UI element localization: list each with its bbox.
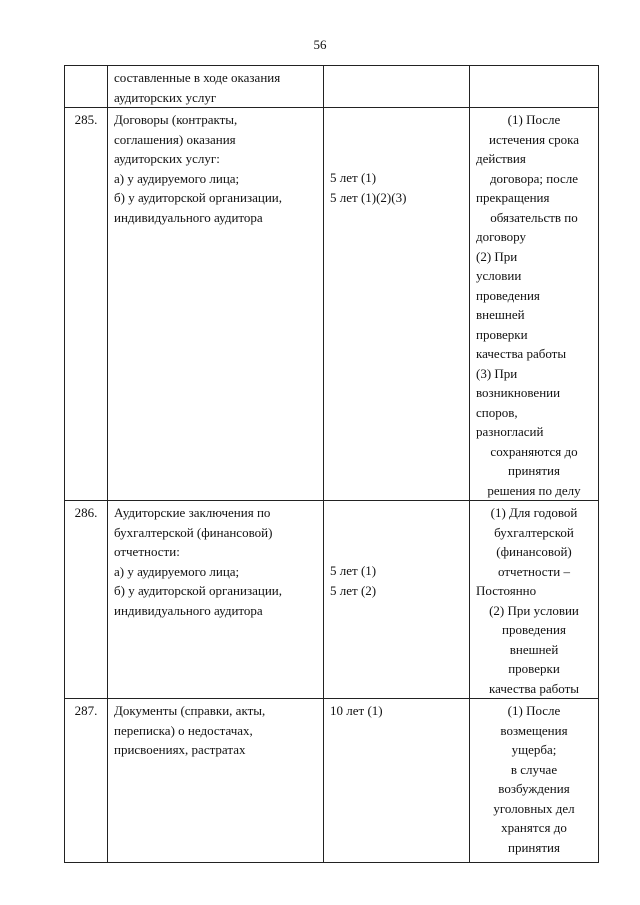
note-line: истечения срока: [489, 131, 579, 147]
notes-cell: [470, 108, 599, 501]
term-line: 5 лет (2): [330, 582, 377, 598]
note-line: (финансовой): [496, 544, 572, 559]
table-row-continuation: [65, 66, 599, 108]
note-line: отчетности –: [498, 563, 570, 579]
note-line: проверки: [476, 326, 528, 342]
note-line: действия: [476, 151, 526, 166]
title-line: индивидуального аудитора: [114, 209, 263, 225]
document-title-cell: [108, 66, 324, 108]
title-line: соглашения) оказания: [114, 131, 236, 147]
note-line: (2) При: [476, 248, 518, 264]
note-line: в случае: [510, 761, 558, 777]
title-line: присвоениях, растратах: [114, 742, 246, 757]
notes-cell: [470, 66, 599, 108]
table-row-286: [65, 501, 599, 699]
note-line: принятия: [508, 463, 560, 478]
note-line: споров,: [476, 404, 518, 420]
note-line: внешней: [476, 307, 525, 322]
note-line: Постоянно: [476, 583, 537, 598]
row-number-cell: 286.: [65, 501, 108, 699]
title-line: индивидуального аудитора: [114, 602, 263, 618]
retention-term-cell: [324, 699, 470, 863]
note-line: разногласий: [476, 424, 544, 439]
note-line: прекращения: [476, 190, 550, 205]
note-line: проведения: [476, 287, 540, 303]
title-line: Документы (справки, акты,: [114, 703, 266, 718]
title-line: Аудиторские заключения по: [114, 505, 271, 520]
title-line: а) у аудируемого лица;: [114, 170, 240, 186]
page-number: 56: [313, 37, 327, 52]
title-line: б) у аудиторской организации,: [114, 190, 282, 205]
retention-term-cell: [324, 66, 470, 108]
note-line: решения по делу: [487, 482, 581, 498]
notes-cell: [470, 501, 599, 699]
title-line: аудиторских услуг:: [114, 151, 220, 166]
note-line: возникновении: [476, 385, 561, 400]
note-line: (2) При условии: [489, 602, 579, 618]
document-title-cell: [108, 108, 324, 501]
note-line: (1) После: [507, 112, 561, 127]
title-line: составленные в ходе оказания: [114, 70, 281, 85]
term-line: 5 лет (1)(2)(3): [330, 189, 407, 205]
row-number-cell: [65, 66, 108, 108]
term-line: 5 лет (1): [330, 563, 377, 578]
note-line: проверки: [508, 661, 560, 676]
note-line: (1) После: [507, 703, 561, 718]
table-row-285: [65, 108, 599, 501]
row-number-cell: 287.: [65, 699, 108, 863]
title-line: переписка) о недостачах,: [114, 722, 253, 738]
note-line: ущерба;: [511, 742, 557, 757]
note-line: уголовных дел: [493, 800, 575, 816]
note-line: (3) При: [476, 365, 518, 381]
note-line: возбуждения: [498, 781, 570, 796]
note-line: обязательств по: [490, 209, 578, 225]
title-line: а) у аудируемого лица;: [114, 563, 240, 579]
title-line: аудиторских услуг: [114, 89, 217, 105]
retention-term-cell: [324, 501, 470, 699]
document-table: [64, 65, 599, 863]
term-line: 10 лет (1): [330, 703, 383, 718]
document-title-cell: [108, 501, 324, 699]
title-line: бухгалтерской (финансовой): [114, 524, 273, 540]
title-line: отчетности:: [114, 544, 180, 559]
row-number-cell: 285.: [65, 108, 108, 501]
note-line: принятия: [508, 839, 560, 855]
note-line: внешней: [509, 641, 559, 657]
note-line: бухгалтерской: [494, 524, 574, 540]
note-line: договора; после: [489, 170, 579, 186]
note-line: условии: [476, 268, 522, 283]
title-line: Договоры (контракты,: [114, 112, 238, 127]
note-line: сохраняются до: [490, 443, 578, 459]
document-title-cell: [108, 699, 324, 863]
note-line: договору: [476, 229, 527, 244]
note-line: хранятся до: [501, 820, 567, 835]
note-line: качества работы: [476, 346, 567, 361]
retention-term-cell: [324, 108, 470, 501]
note-line: возмещения: [500, 722, 568, 738]
notes-cell: [470, 699, 599, 863]
note-line: качества работы: [488, 680, 580, 696]
term-line: 5 лет (1): [330, 170, 377, 185]
title-line: б) у аудиторской организации,: [114, 583, 282, 598]
note-line: проведения: [502, 622, 566, 637]
table-row-287: [65, 699, 599, 863]
note-line: (1) Для годовой: [490, 505, 578, 520]
